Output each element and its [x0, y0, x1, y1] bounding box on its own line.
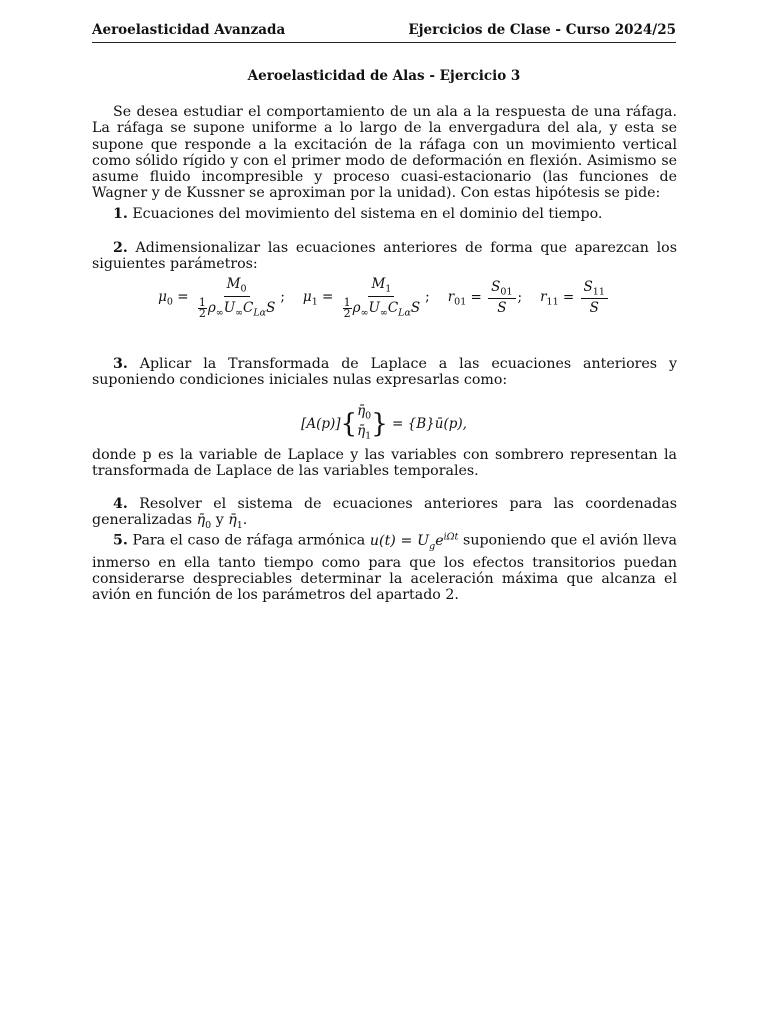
item-text: Aplicar la Transformada de Laplace a las ecuaciones anteriores y suponiendo condiciones iniciales nulas expresarlas como: — [92, 356, 678, 389]
item-3 — [92, 356, 677, 389]
mu0-equation: $\mu_0$ = $M_0$ $\frac{1}{2}$ $\rho_\infty U_\infty C_{L\alpha}S$ ; — [158, 276, 285, 320]
page-header — [92, 22, 676, 43]
item-5 — [92, 529, 677, 604]
mu1-equation: $\mu_1$ = $M_1$ $\frac{1}{2}$ $\rho_\infty U_\infty C_{L\alpha}S$ ; — [302, 276, 430, 320]
item-text-conjunction: y — [215, 512, 224, 529]
laplace-note: donde p es la variable de Laplace y las variables con sombrero representan la transformada de Laplace de las variables temporales. — [92, 447, 677, 480]
item-text: Ecuaciones del movimiento del sistema en el dominio del tiempo. — [132, 206, 603, 222]
r01-equation: $r_{01}$ = $\frac{S_{01}}{S}$ ; — [447, 278, 523, 317]
item-1 — [92, 206, 677, 222]
item-number: 1. — [113, 206, 128, 222]
item-text: Resolver el sistema de ecuaciones anteriores para las coordenadas generalizadas — [92, 496, 677, 529]
item-number: 5. — [113, 532, 128, 549]
laplace-equation: [A(p)] { $\etā_0$ $\etā_1$ } = {B}ū(p), — [301, 403, 467, 442]
item-number: 4. — [113, 496, 128, 512]
gust-expression: $u(t) = U_ge^{i\Omega t}$ — [369, 531, 459, 552]
r11-equation: $r_{11}$ = $\frac{S_{11}}{S}$ — [540, 279, 610, 317]
item-text-after: suponiendo que el avión lleva inmerso en ella tanto tiempo como para que los efectos transitorios puedan considerarse despreciables determinar la aceleración máxima que alcanza el avión en función de los parámetros del apartado 2. — [92, 532, 677, 604]
course-year: Ejercicios de Clase - Curso 2024/25 — [408, 22, 676, 38]
item-text-end: . — [242, 512, 248, 529]
eta1-symbol: $\etā_1$ — [228, 512, 243, 532]
item-2 — [92, 240, 677, 273]
parameter-equations — [0, 276, 768, 319]
item-text: Adimensionalizar las ecuaciones anteriores de forma que aparezcan los siguientes parámetros: — [92, 240, 677, 273]
item-number: 2. — [113, 240, 128, 256]
course-name: Aeroelasticidad Avanzada — [92, 22, 286, 38]
intro-paragraph: Se desea estudiar el comportamiento de un ala a la respuesta de una ráfaga. La ráfaga se supone uniforme a lo largo de la envergadura del ala, y esta se supone que responde a la excitación de la ráfaga con un movimiento vertical como sólido rígido y con el primer modo de deformación en flexión. Asimismo se asume fluido incompresible y proceso cuasi-estacionario (las funciones de Wagner y de Kussner se aproximan por la unidad). Con estas hipótesis se pide: — [92, 104, 677, 202]
item-number: 3. — [113, 356, 128, 372]
item-text: Para el caso de ráfaga armónica — [132, 532, 366, 549]
exercise-title: Aeroelasticidad de Alas - Ejercicio 3 — [247, 68, 521, 84]
eta0-symbol: $\etā_0$ — [196, 512, 212, 532]
